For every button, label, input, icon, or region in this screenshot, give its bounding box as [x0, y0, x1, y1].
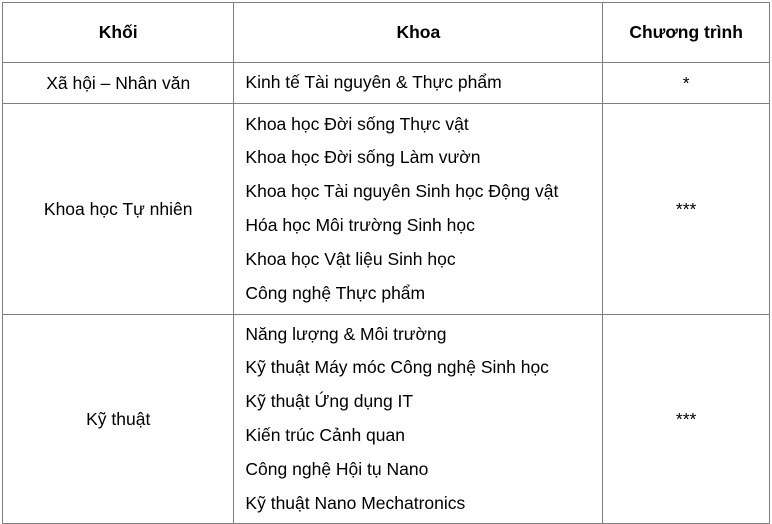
- faculty-item: Công nghệ Hội tụ Nano: [245, 458, 429, 479]
- faculty-item: Năng lượng & Môi trường: [245, 323, 447, 344]
- table-row: [3, 104, 770, 315]
- faculty-item: Kỹ thuật Máy móc Công nghệ Sinh học: [245, 357, 549, 378]
- faculty-table: [2, 2, 770, 524]
- faculty-item: Khoa học Đời sống Làm vườn: [245, 147, 481, 168]
- faculty-item: Kinh tế Tài nguyên & Thực phẩm: [245, 72, 502, 93]
- program-cell: ***: [603, 315, 770, 524]
- header-program: Chương trình: [603, 3, 770, 63]
- faculty-item: Kỹ thuật Nano Mechatronics: [245, 492, 466, 513]
- faculty-item: Khoa học Tài nguyên Sinh học Động vật: [245, 181, 559, 202]
- block-cell: Khoa học Tự nhiên: [3, 104, 234, 315]
- faculty-item: Hóa học Môi trường Sinh học: [245, 215, 475, 235]
- faculty-item: Kiến trúc Cảnh quan: [245, 425, 405, 445]
- table-row: [3, 63, 770, 104]
- header-faculty: Khoa: [234, 3, 603, 63]
- faculty-cell: [234, 315, 603, 524]
- program-cell: *: [603, 63, 770, 104]
- faculty-cell: [234, 104, 603, 315]
- program-cell: ***: [603, 104, 770, 315]
- faculty-item: Khoa học Đời sống Thực vật: [245, 113, 469, 134]
- block-cell: Kỹ thuật: [3, 315, 234, 524]
- faculty-item: Khoa học Vật liệu Sinh học: [245, 248, 456, 269]
- faculty-item: Công nghệ Thực phẩm: [245, 282, 426, 303]
- table-row: [3, 315, 770, 524]
- faculty-cell: [234, 63, 603, 104]
- block-cell: Xã hội – Nhân văn: [3, 63, 234, 104]
- header-block: Khối: [3, 3, 234, 63]
- faculty-item: Kỹ thuật Ứng dụng IT: [245, 391, 414, 412]
- header-row: [3, 3, 770, 63]
